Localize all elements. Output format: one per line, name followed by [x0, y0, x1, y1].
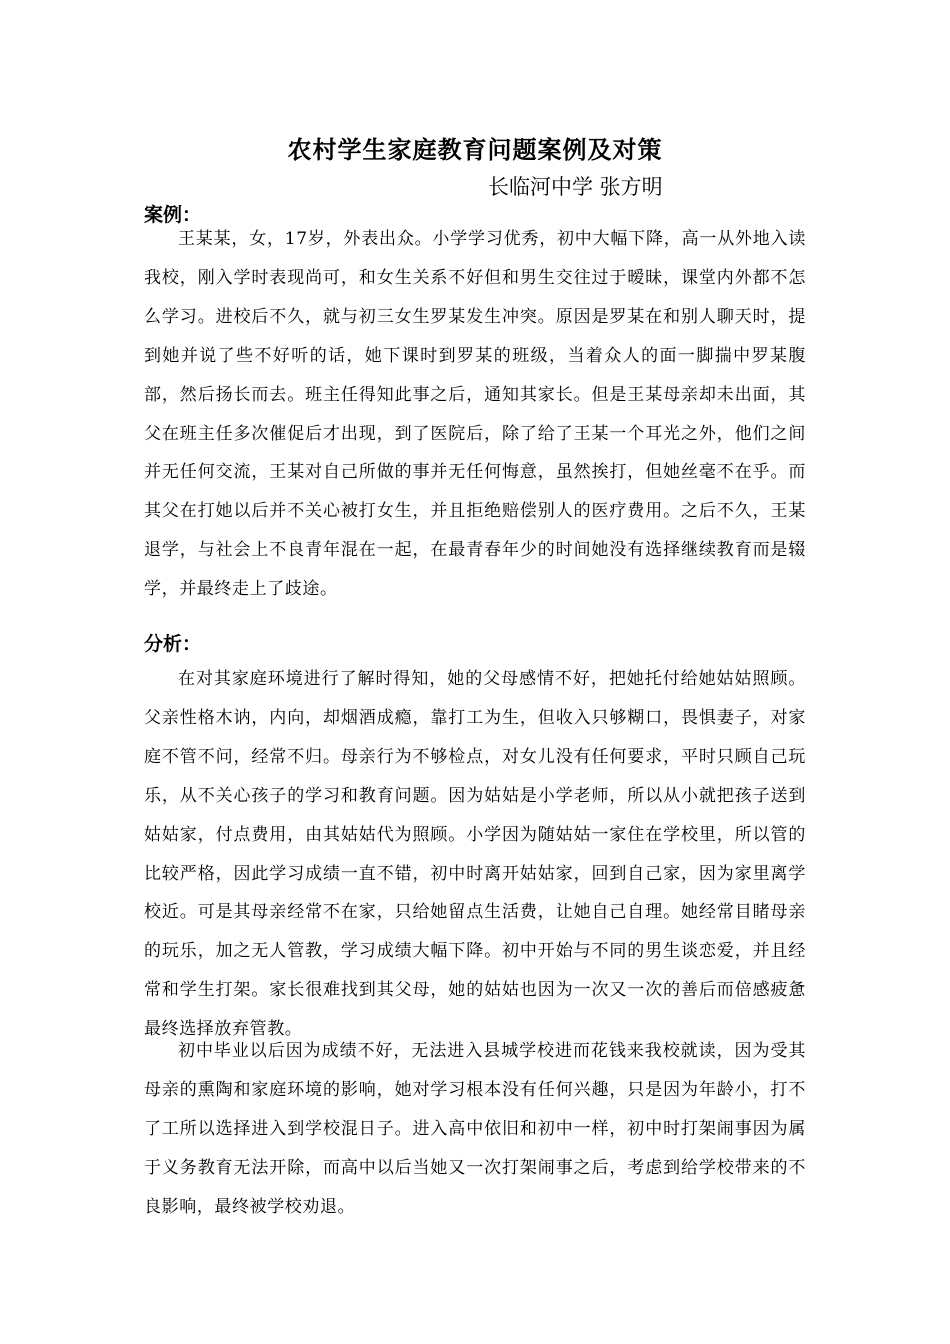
- analysis-heading: 分析：: [144, 633, 202, 655]
- document-author: 长临河中学 张方明: [488, 175, 663, 199]
- analysis-paragraph: 初中毕业以后因为成绩不好，无法进入县城学校进而花钱来我校就读，因为受其母亲的熏陶和家庭环境的影响，她对学习根本没有任何兴趣，只是因为年龄小，打不了工所以选择进入到学校混日子。进入高中依旧和初中一样，初中时打架闹事因为属于义务教育无法开除，而高中以后当她又一次打架闹事之后，考虑到给学校带来的不良影响，最终被学校劝退。: [144, 1041, 806, 1217]
- analysis-paragraph: 在对其家庭环境进行了解时得知，她的父母感情不好，把她托付给她姑姑照顾。父亲性格木讷，内向，却烟酒成瘾，靠打工为生，但收入只够糊口，畏惧妻子，对家庭不管不问，经常不归。母亲行为不够检点，对女儿没有任何要求，平时只顾自己玩乐，从不关心孩子的学习和教育问题。因为姑姑是小学老师，所以从小就把孩子送到姑姑家，付点费用，由其姑姑代为照顾。小学因为随姑姑一家住在学校里，所以管的比较严格，因此学习成绩一直不错，初中时离开姑姑家，回到自己家，因为家里离学校近。可是其母亲经常不在家，只给她留点生活费，让她自己自理。她经常目睹母亲的玩乐，加之无人管教，学习成绩大幅下降。初中开始与不同的男生谈恋爱，并且经常和学生打架。家长很难找到其父母，她的姑姑也因为一次又一次的善后而倍感疲惫最终选择放弃管教。: [144, 669, 806, 1040]
- document-title: 农村学生家庭教育问题案例及对策: [287, 135, 663, 164]
- case-paragraph: 王某某，女，17岁，外表出众。小学学习优秀，初中大幅下降，高一从外地入读我校，刚入学时表现尚可，和女生关系不好但和男生交往过于暧昧，课堂内外都不怎么学习。进校后不久，就与初三女生罗某发生冲突。原因是罗某在和别人聊天时，提到她并说了些不好听的话，她下课时到罗某的班级，当着众人的面一脚揣中罗某腹部，然后扬长而去。班主任得知此事之后，通知其家长。但是王某母亲却未出面，其父在班主任多次催促后才出现，到了医院后，除了给了王某一个耳光之外，他们之间并无任何交流，王某对自己所做的事并无任何悔意，虽然挨打，但她丝毫不在乎。而其父在打她以后并不关心被打女生，并且拒绝赔偿别人的医疗费用。之后不久，王某退学，与社会上不良青年混在一起，在最青春年少的时间她没有选择继续教育而是辍学，并最终走上了歧途。: [144, 229, 806, 600]
- case-heading: 案例：: [144, 204, 202, 226]
